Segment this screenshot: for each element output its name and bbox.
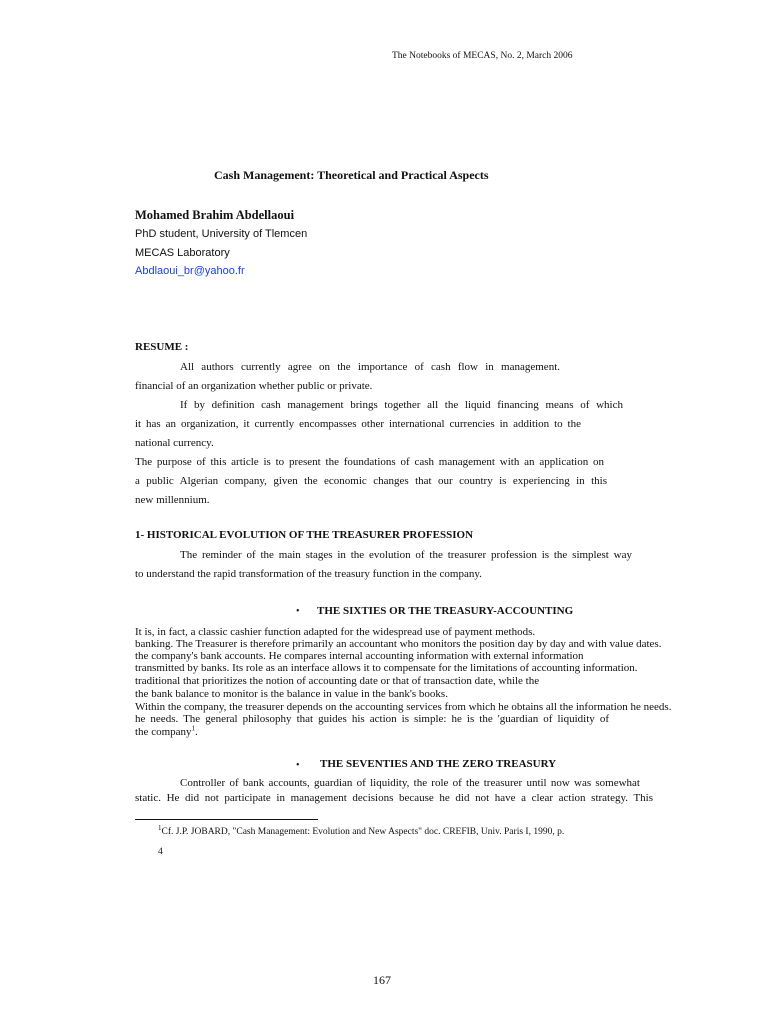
resume-line: national currency. [135, 437, 214, 449]
footnote-reference[interactable]: 1 [191, 724, 196, 733]
footnote-mark: 1 [158, 823, 162, 832]
author-name: Mohamed Brahim Abdellaoui [135, 208, 295, 222]
sentence-period: . [195, 726, 198, 738]
bullet-icon: • [296, 760, 300, 771]
running-header: The Notebooks of MECAS, No. 2, March 2006 [392, 51, 573, 61]
resume-line: financial of an organization whether public or private. [135, 380, 373, 392]
footnote-separator [135, 819, 318, 820]
author-affiliation-university: PhD student, University of Tlemcen [135, 228, 308, 240]
body-text: the company [135, 726, 192, 738]
body-line: Within the company, the treasurer depends on the accounting services from which he obtains all the information he needs. [135, 701, 672, 713]
body-line: banking. The Treasurer is therefore primarily an accountant who monitors the position day by day and with value dates. [135, 638, 662, 650]
resume-line: If by definition cash management brings together all the liquid financing means of which [180, 399, 623, 411]
body-line: It is, in fact, a classic cashier function adapted for the widespread use of payment methods. [135, 626, 536, 638]
resume-line: it has an organization, it currently encompasses other international currencies in addition to the [135, 418, 581, 430]
author-email-link[interactable]: Abdlaoui_br@yahoo.fr [135, 265, 245, 277]
section-heading: 1- HISTORICAL EVOLUTION OF THE TREASURER PROFESSION [135, 529, 474, 541]
body-line: to understand the rapid transformation of the treasury function in the company. [135, 568, 482, 580]
body-line: traditional that prioritizes the notion of accounting date or that of transaction date, while the [135, 675, 540, 687]
page-number: 167 [373, 973, 391, 987]
bullet-icon: • [296, 606, 300, 617]
body-line: transmitted by banks. Its role as an interface allows it to compensate for the limitations of accounting information. [135, 662, 638, 674]
resume-line: new millennium. [135, 494, 210, 506]
article-title: Cash Management: Theoretical and Practical Aspects [214, 168, 489, 182]
body-line: the bank balance to monitor is the balance in value in the bank's books. [135, 688, 448, 700]
resume-line: All authors currently agree on the importance of cash flow in management. [180, 361, 560, 373]
footnote-text: Cf. J.P. JOBARD, "Cash Management: Evolution and New Aspects" doc. CREFIB, Univ. Paris I, 1990, p. [161, 827, 565, 837]
body-line: The reminder of the main stages in the evolution of the treasurer profession is the simplest way [180, 549, 632, 561]
body-line: he needs. The general philosophy that guides his action is simple: he is the 'guardian of liquidity of [135, 713, 609, 725]
footnote-continuation: 4 [158, 847, 163, 857]
subsection-heading: THE SIXTIES OR THE TREASURY-ACCOUNTING [317, 605, 574, 617]
resume-line: The purpose of this article is to present the foundations of cash management with an application on [135, 456, 604, 468]
resume-heading: RESUME : [135, 341, 189, 353]
body-line-with-footnote [135, 726, 198, 739]
body-line: Controller of bank accounts, guardian of liquidity, the role of the treasurer until now was somewhat [180, 777, 640, 789]
body-line: static. He did not participate in management decisions because he did not have a clear action strategy. This [135, 792, 653, 804]
footnote [158, 823, 565, 839]
author-affiliation-lab: MECAS Laboratory [135, 247, 230, 259]
resume-line: a public Algerian company, given the economic changes that our country is experiencing in this [135, 475, 607, 487]
body-line: the company's bank accounts. He compares internal accounting information with external information [135, 650, 584, 662]
subsection-heading: THE SEVENTIES AND THE ZERO TREASURY [320, 758, 557, 770]
